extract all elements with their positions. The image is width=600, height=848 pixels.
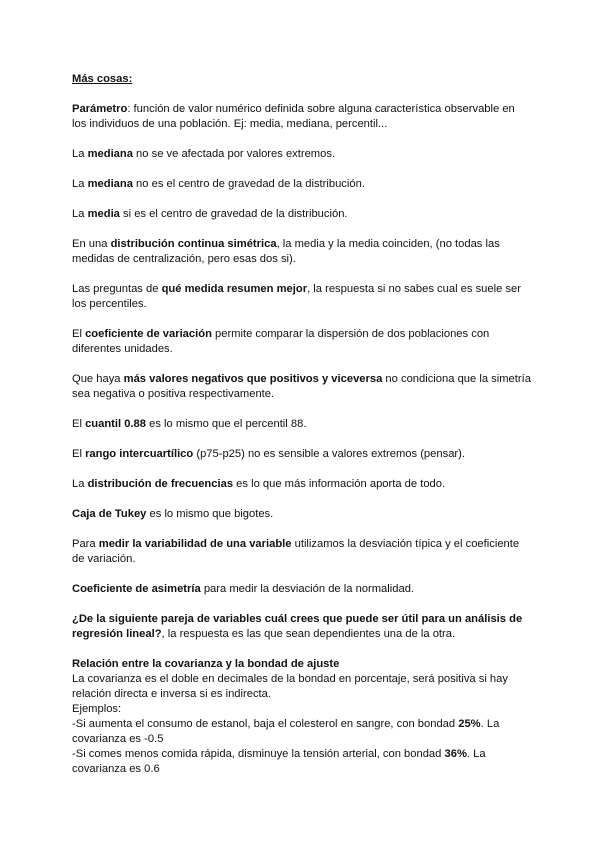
paragraph-parametro [72,102,532,132]
text-span: utilizamos la desviación típica y el coeficiente de variación. [72,538,520,565]
text-span: El [72,418,86,430]
term: Parámetro [72,103,128,115]
text-span: es lo mismo que el percentil 88. [146,418,307,430]
bold-term: más valores negativos que positivos y viceversa [123,373,383,385]
bold-term: rango intercuartílico [85,448,194,460]
paragraph-media [72,207,532,222]
example-2 [72,747,532,777]
text-span: Para [72,538,99,550]
text-span: La [72,178,88,190]
text-span: no se ve afectada por valores extremos. [132,148,336,160]
paragraph-caja-tukey [72,507,532,522]
bold-term: Coeficiente de asimetría [72,583,201,595]
paragraph-distribucion-frecuencias [72,477,532,492]
text-span: es lo que más información aporta de todo. [233,478,446,490]
paragraph-asimetria [72,582,532,597]
paragraph-cuantil [72,417,532,432]
text-span: La [72,208,88,220]
text-span: En una [72,238,111,250]
text-span: El [72,448,86,460]
text-span: : función de valor numérico definida sobre alguna característica observable en los individuos de una población. Ej: media, mediana, percentil... [72,103,515,130]
bold-term: mediana [87,178,133,190]
paragraph-medida-resumen [72,282,532,312]
text-span: La [72,478,88,490]
bold-term: coeficiente de variación [85,328,212,340]
bold-term: mediana [87,148,133,160]
text-span: Las preguntas de [72,283,162,295]
bold-term: 25% [458,718,481,730]
heading [72,72,532,87]
bold-term: distribución de frecuencias [87,478,234,490]
bold-term: cuantil 0.88 [85,418,146,430]
text-span: La [72,148,88,160]
bold-term: media [87,208,120,220]
example-1 [72,717,532,747]
text-span: . La covarianza es 0.6 [72,748,486,775]
bold-term: qué medida resumen mejor [161,283,308,295]
paragraph-coeficiente-variacion [72,327,532,357]
bold-term: ¿De la siguiente pareja de variables cuál crees que puede ser útil para un análisis de regresión lineal? [72,613,523,640]
bold-term: medir la variabilidad de una variable [98,538,292,550]
text-span: El [72,328,86,340]
text-span: , la respuesta si no sabes cual es suele ser los percentiles. [72,283,521,310]
text-span: -Si aumenta el consumo de estanol, baja el colesterol en sangre, con bondad [72,718,459,730]
text-span: para medir la desviación de la normalidad. [200,583,415,595]
paragraph-variabilidad [72,537,532,567]
bold-term: distribución continua simétrica [110,238,277,250]
text-span: , la respuesta es las que sean dependientes una de la otra. [161,628,456,640]
paragraph-mediana-1 [72,147,532,162]
paragraph-valores-negativos [72,372,532,402]
paragraph-mediana-2 [72,177,532,192]
text-span: permite comparar la dispersión de dos poblaciones con diferentes unidades. [72,328,490,355]
text-span: Que haya [72,373,124,385]
examples-label: Ejemplos: [72,703,122,715]
bold-term: Relación entre la covarianza y la bondad de ajuste [72,658,340,670]
bold-term: Caja de Tukey [72,508,147,520]
paragraph-rango-intercuartilico [72,447,532,462]
section-relacion [72,657,532,777]
text-span: es lo mismo que bigotes. [146,508,274,520]
text-span: (p75-p25) no es sensible a valores extremos (pensar). [193,448,465,460]
text-span: no es el centro de gravedad de la distribución. [132,178,365,190]
document-content [72,72,532,777]
text-span: , la media y la media coinciden, (no todas las medidas de centralización, pero esas dos si). [72,238,500,265]
paragraph-distribucion-simetrica [72,237,532,267]
text-span: Más cosas: [72,73,133,85]
section-text: La covarianza es el doble en decimales de la bondad en porcentaje, será positiva si hay relación directa e inversa si es indirecta. [72,673,508,700]
bold-term: 36% [444,748,467,760]
text-span: . La covarianza es -0.5 [72,718,500,745]
text-span: si es el centro de gravedad de la distribución. [119,208,348,220]
section-title [72,657,532,672]
text-span: -Si comes menos comida rápida, disminuye la tensión arterial, con bondad [72,748,445,760]
text-span: no condiciona que la simetría sea negativa o positiva respectivamente. [72,373,531,400]
paragraph-regresion [72,612,532,642]
